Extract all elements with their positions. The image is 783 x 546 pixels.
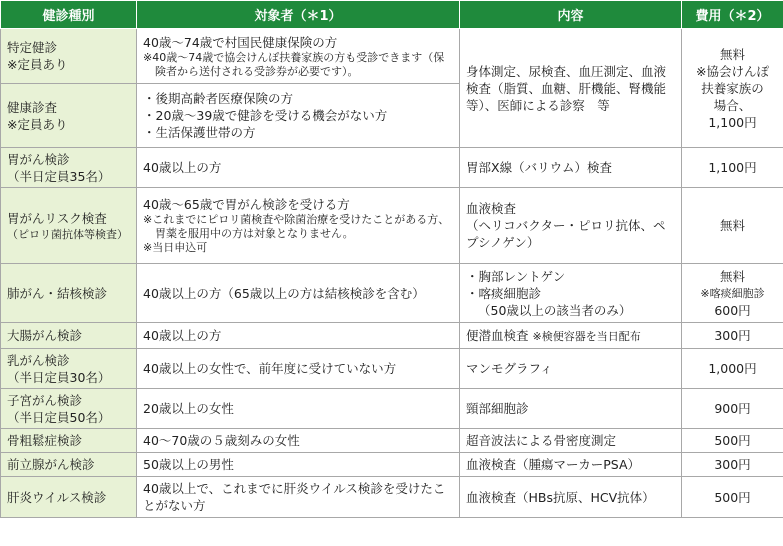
checkup-fee: 無料 ※喀痰細胞診 600円 — [682, 264, 783, 323]
checkup-content: 身体測定、尿検査、血圧測定、血液検査（脂質、血糖、肝機能、腎機能等）、医師による診察 等 — [460, 29, 682, 148]
checkup-name: 胃がんリスク検査 （ピロリ菌抗体等検査） — [1, 188, 137, 264]
checkup-name: 大腸がん検診 — [1, 323, 137, 349]
table-row — [1, 29, 783, 84]
checkup-target: 40歳～65歳で胃がん検診を受ける方 ※これまでにピロリ菌検査や除菌治療を受けたことがある方、胃薬を服用中の方は対象となりません。 ※当日申込可 — [137, 188, 460, 264]
checkup-fee: 900円 — [682, 389, 783, 429]
checkup-fee: 500円 — [682, 429, 783, 453]
checkup-name: 前立腺がん検診 — [1, 453, 137, 477]
checkup-target: 40歳以上で、これまでに肝炎ウイルス検診を受けたことがない方 — [137, 477, 460, 518]
checkup-fee: 300円 — [682, 453, 783, 477]
checkup-content: 血液検査（腫瘍マーカーPSA） — [460, 453, 682, 477]
header-row — [1, 1, 783, 29]
checkup-target: 40歳以上の方 — [137, 323, 460, 349]
checkup-fee: 無料 — [682, 188, 783, 264]
checkup-fee: 1,100円 — [682, 148, 783, 188]
table-row — [1, 389, 783, 429]
table-row — [1, 453, 783, 477]
checkup-content: 頸部細胞診 — [460, 389, 682, 429]
checkup-content: ・胸部レントゲン ・喀痰細胞診 （50歳以上の該当者のみ） — [460, 264, 682, 323]
header-type: 健診種別 — [1, 1, 137, 29]
checkup-fee: 1,000円 — [682, 349, 783, 389]
checkup-content: 血液検査 （ヘリコバクター・ピロリ抗体、ペプシノゲン） — [460, 188, 682, 264]
header-fee: 費用（＊2） — [682, 1, 783, 29]
checkup-content: 胃部X線（バリウム）検査 — [460, 148, 682, 188]
checkup-target: 50歳以上の男性 — [137, 453, 460, 477]
checkup-fee: 無料 ※協会けんぽ 扶養家族の 場合、 1,100円 — [682, 29, 783, 148]
checkup-content: 超音波法による骨密度測定 — [460, 429, 682, 453]
checkup-fee: 500円 — [682, 477, 783, 518]
checkup-name: 骨粗鬆症検診 — [1, 429, 137, 453]
header-target: 対象者（＊1） — [137, 1, 460, 29]
header-content: 内容 — [460, 1, 682, 29]
checkup-name: 子宮がん検診 （半日定員50名） — [1, 389, 137, 429]
table-row — [1, 188, 783, 264]
checkup-name: 乳がん検診 （半日定員30名） — [1, 349, 137, 389]
table-row — [1, 349, 783, 389]
checkup-content: マンモグラフィ — [460, 349, 682, 389]
checkup-name: 特定健診 ※定員あり — [1, 29, 137, 84]
table-row — [1, 429, 783, 453]
table-row — [1, 148, 783, 188]
checkup-target: 40歳以上の方（65歳以上の方は結核検診を含む） — [137, 264, 460, 323]
checkup-fee: 300円 — [682, 323, 783, 349]
table-row — [1, 477, 783, 518]
checkup-name: 肝炎ウイルス検診 — [1, 477, 137, 518]
checkup-target: 40歳以上の方 — [137, 148, 460, 188]
checkup-name: 肺がん・結核検診 — [1, 264, 137, 323]
checkup-target: 40歳～74歳で村国民健康保険の方 ※40歳～74歳で協会けんぽ扶養家族の方も受診できます（保険者から送付される受診券が必要です）。 — [137, 29, 460, 84]
checkup-target: 20歳以上の女性 — [137, 389, 460, 429]
checkup-content: 便潜血検査 ※検便容器を当日配布 — [460, 323, 682, 349]
checkup-target: 40歳以上の女性で、前年度に受けていない方 — [137, 349, 460, 389]
checkup-name: 胃がん検診 （半日定員35名） — [1, 148, 137, 188]
checkup-content: 血液検査（HBs抗原、HCV抗体） — [460, 477, 682, 518]
table-row — [1, 323, 783, 349]
table-row — [1, 264, 783, 323]
checkup-target: ・後期高齢者医療保険の方 ・20歳～39歳で健診を受ける機会がない方 ・生活保護世帯の方 — [137, 84, 460, 148]
checkup-name: 健康診査 ※定員あり — [1, 84, 137, 148]
checkup-target: 40～70歳の５歳刻みの女性 — [137, 429, 460, 453]
